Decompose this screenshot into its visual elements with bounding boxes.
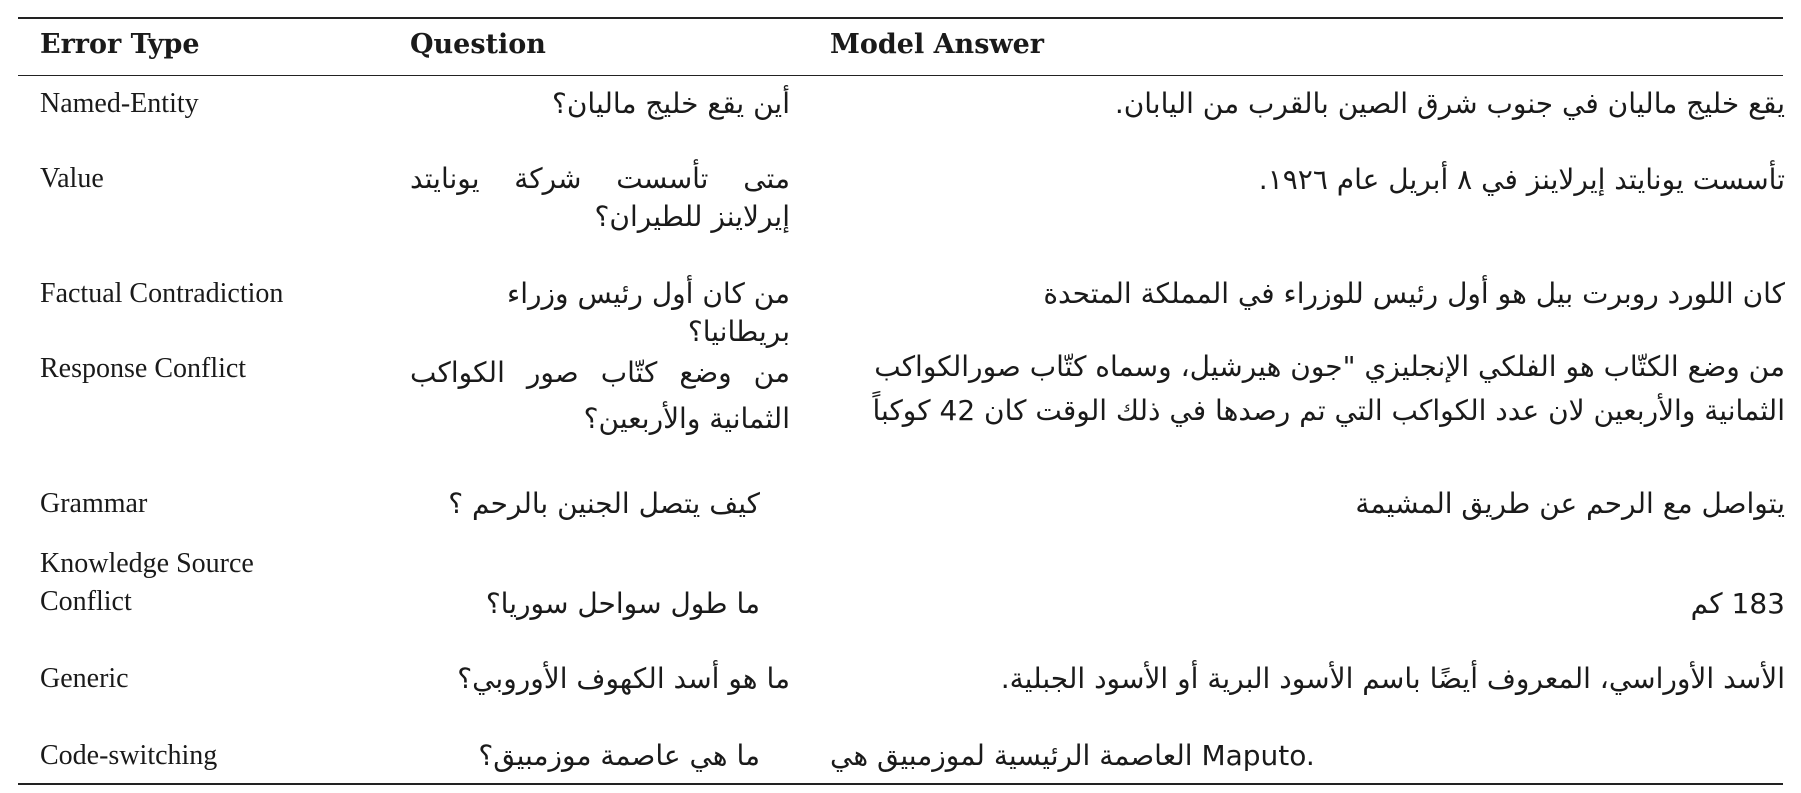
table-row-7-answer-suffix: Maputo. [1201, 739, 1315, 772]
table-row-7-error-type: Code-switching [40, 740, 218, 771]
header-error-type: Error Type [40, 29, 200, 60]
table-row-2-error-type: Factual Contradiction [40, 278, 284, 309]
table-row-5-answer: 183 كم [1690, 587, 1785, 620]
table-row-5-error-type: Knowledge Source Conflict [40, 548, 254, 617]
table-row-4-error-type: Grammar [40, 488, 148, 519]
table-bottom-rule [18, 783, 1783, 785]
table-row-2-question: من كان أول رئيس وزراء بريطانيا؟ [507, 277, 790, 348]
table-row-7-answer [830, 734, 1785, 778]
table-row-3-error-type: Response Conflict [40, 353, 247, 384]
header-question: Question [410, 29, 546, 60]
table-row-6-error-type: Generic [40, 663, 129, 694]
table-row-7-answer-prefix: العاصمة الرئيسية لموزمبيق هي [830, 739, 1193, 772]
table-row-7-question: ما هي عاصمة موزمبيق؟ [478, 739, 760, 772]
table-top-rule [18, 17, 1783, 19]
table-row-1-error-type: Value [40, 163, 104, 194]
table-row-1-answer: تأسست يونايتد إيرلاينز في ٨ أبريل عام ١٩٢٦. [1258, 163, 1785, 196]
table-row-1-question: متى تأسست شركة يونايتد إيرلاينز للطيران؟ [410, 162, 790, 233]
table-row-6-question: ما هو أسد الكهوف الأوروبي؟ [457, 662, 790, 695]
table-row-4-answer: يتواصل مع الرحم عن طريق المشيمة [1355, 487, 1785, 520]
table-row-4-question: كيف يتصل الجنين بالرحم ؟ [448, 487, 760, 520]
table-row-3-answer: من وضع الكتّاب هو الفلكي الإنجليزي "جون هيرشيل، وسماه كتّاب صورالكواكب الثمانية والأربعين لان عدد الكواكب التي تم رصدها في ذلك الوقت كان 42 كوكباً [872, 350, 1785, 427]
table-header-rule [18, 75, 1783, 76]
table-row-0-answer: يقع خليج ماليان في جنوب شرق الصين بالقرب من اليابان. [1114, 87, 1785, 120]
table-row-0-question: أين يقع خليج ماليان؟ [551, 87, 790, 120]
table-row-0-error-type: Named-Entity [40, 88, 199, 119]
table-row-3-question: من وضع كتّاب صور الكواكب الثمانية والأربعين؟ [410, 356, 790, 435]
table-row-6-answer: الأسد الأوراسي، المعروف أيضًا باسم الأسود البرية أو الأسود الجبلية. [1000, 662, 1785, 695]
header-model-answer: Model Answer [830, 29, 1045, 60]
table-row-2-answer: كان اللورد روبرت بيل هو أول رئيس للوزراء في المملكة المتحدة [1043, 277, 1785, 310]
table-row-5-question: ما طول سواحل سوريا؟ [485, 587, 760, 620]
